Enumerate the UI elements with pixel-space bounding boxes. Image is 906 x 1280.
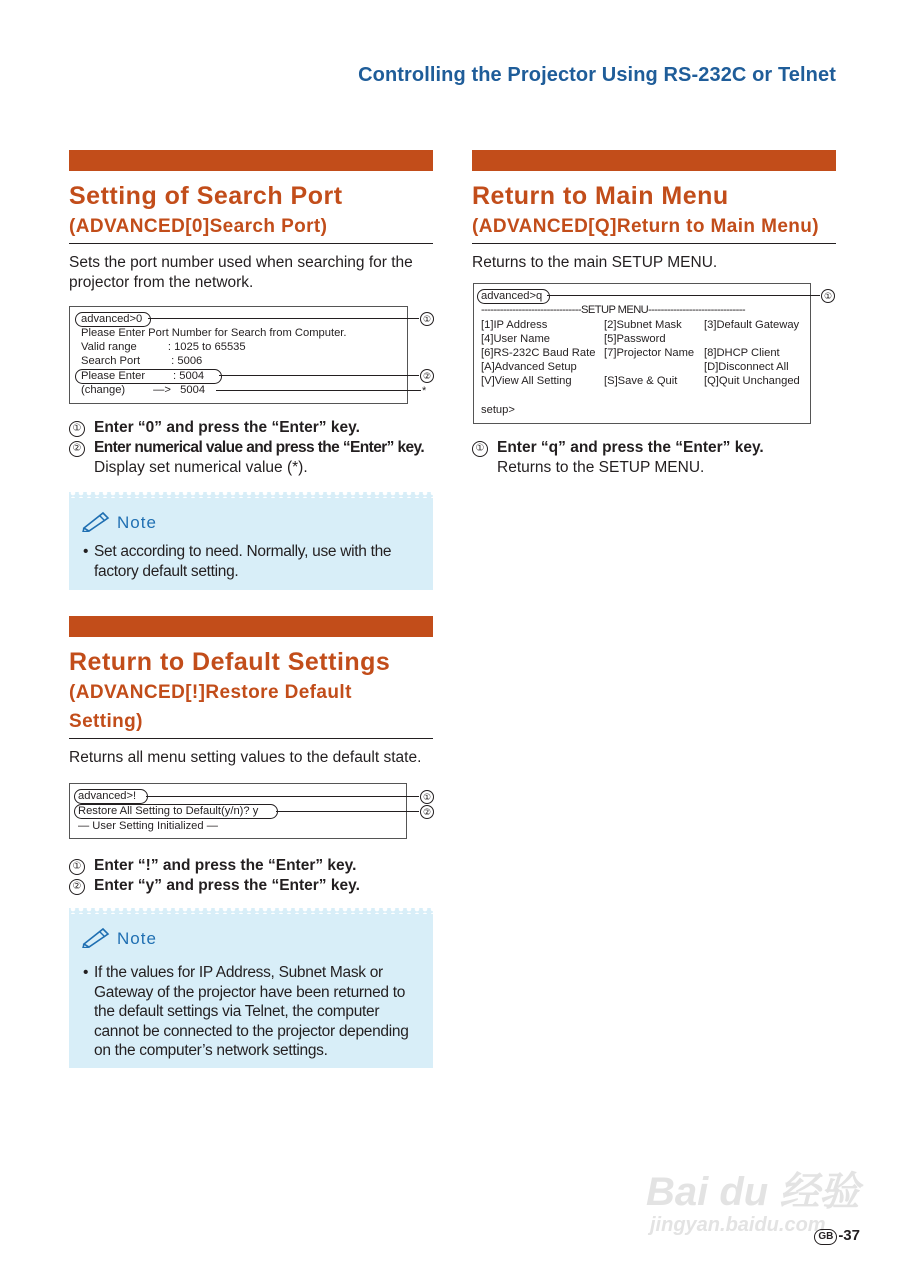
section-subtitle: Setting) bbox=[69, 711, 143, 732]
note-bullet bbox=[83, 963, 423, 1061]
terminal-line: advanced>! bbox=[78, 790, 137, 802]
page-header-title: Controlling the Projector Using RS-232C or Telnet bbox=[358, 64, 836, 86]
section-bar bbox=[69, 150, 433, 171]
step-text: Enter “0” and press the “Enter” key. bbox=[94, 419, 360, 436]
bullet-dot: • bbox=[83, 543, 89, 560]
menu-item: [S]Save & Quit bbox=[604, 375, 678, 387]
note-label: Note bbox=[117, 513, 157, 532]
step-text: Enter “y” and press the “Enter” key. bbox=[94, 877, 360, 894]
step-item bbox=[472, 438, 764, 476]
watermark-logo: Bai du 经验 bbox=[646, 1170, 860, 1214]
section-rule bbox=[472, 243, 836, 244]
callout-line bbox=[148, 318, 419, 319]
callout-marker: ② bbox=[420, 805, 434, 819]
note-text: Set according to need. Normally, use with the factory default setting. bbox=[94, 543, 392, 580]
terminal-line: Valid range : 1025 to 65535 bbox=[81, 341, 246, 353]
menu-item: [1]IP Address bbox=[481, 319, 548, 331]
step-text: Enter numerical value and press the “Enter” key. bbox=[94, 439, 425, 456]
section-bar bbox=[472, 150, 836, 171]
pencil-icon bbox=[81, 926, 115, 948]
terminal-line: advanced>0 bbox=[81, 313, 143, 325]
terminal-line: Search Port : 5006 bbox=[81, 355, 203, 367]
menu-item: [2]Subnet Mask bbox=[604, 319, 682, 331]
page-number bbox=[814, 1227, 860, 1245]
section-title: Setting of Search Port bbox=[69, 182, 343, 210]
note-text: If the values for IP Address, Subnet Mask or Gateway of the projector have been returned to the default settings via Telnet, the computer cannot be connected to the projector depending on the computer’s network settings. bbox=[94, 964, 409, 1059]
terminal-line: Please Enter : 5004 bbox=[81, 370, 205, 382]
callout-marker: ① bbox=[420, 312, 434, 326]
section-title: Return to Main Menu bbox=[472, 182, 729, 210]
menu-item: [5]Password bbox=[604, 333, 666, 345]
step-subtext: Display set numerical value (*). bbox=[94, 459, 308, 476]
note-header bbox=[81, 510, 157, 533]
step-number: ② bbox=[69, 441, 85, 457]
step-number: ① bbox=[472, 441, 488, 457]
watermark-url: jingyan.baidu.com bbox=[650, 1214, 826, 1236]
terminal-line: — User Setting Initialized — bbox=[78, 820, 218, 832]
step-text: Enter “!” and press the “Enter” key. bbox=[94, 857, 357, 874]
section-description: Returns to the main SETUP MENU. bbox=[472, 254, 718, 271]
step-item bbox=[69, 856, 357, 876]
default-settings-section bbox=[69, 616, 433, 768]
step-number: ① bbox=[69, 421, 85, 437]
note-border bbox=[69, 492, 433, 498]
step-number: ① bbox=[69, 859, 85, 875]
terminal-line: setup> bbox=[481, 404, 515, 416]
menu-item: [7]Projector Name bbox=[604, 347, 695, 359]
step-text: Enter “q” and press the “Enter” key. bbox=[497, 439, 764, 456]
setup-menu-terminal bbox=[473, 283, 811, 424]
note-header bbox=[81, 926, 157, 949]
region-badge: GB bbox=[814, 1229, 837, 1245]
callout-line bbox=[276, 811, 419, 812]
section-description: Sets the port number used when searching for the projector from the network. bbox=[69, 254, 413, 291]
section-description: Returns all menu setting values to the default state. bbox=[69, 749, 422, 766]
menu-item: [D]Disconnect All bbox=[704, 361, 789, 373]
main-menu-section bbox=[472, 150, 836, 273]
pencil-icon bbox=[81, 510, 115, 532]
note-box bbox=[69, 492, 433, 590]
asterisk-marker: * bbox=[422, 385, 427, 397]
section-bar bbox=[69, 616, 433, 637]
callout-marker: ① bbox=[821, 289, 835, 303]
callout-line bbox=[219, 375, 419, 376]
terminal-line: advanced>q bbox=[481, 290, 543, 302]
terminal-line: Please Enter Port Number for Search from Computer. bbox=[81, 327, 347, 339]
section-title: Return to Default Settings bbox=[69, 648, 391, 676]
menu-item: [4]User Name bbox=[481, 333, 551, 345]
search-port-section bbox=[69, 150, 433, 293]
terminal-line: Restore All Setting to Default(y/n)? y bbox=[78, 805, 259, 817]
menu-item: [6]RS-232C Baud Rate bbox=[481, 347, 596, 359]
section-rule bbox=[69, 738, 433, 739]
menu-item: [3]Default Gateway bbox=[704, 319, 800, 331]
note-box bbox=[69, 908, 433, 1068]
callout-marker: ② bbox=[420, 369, 434, 383]
step-number: ② bbox=[69, 879, 85, 895]
callout-line bbox=[216, 390, 421, 391]
note-label: Note bbox=[117, 929, 157, 948]
step-item bbox=[69, 876, 360, 896]
callout-marker: ① bbox=[420, 790, 434, 804]
section-subtitle: (ADVANCED[!]Restore Default bbox=[69, 682, 352, 703]
menu-item: [Q]Quit Unchanged bbox=[704, 375, 800, 387]
menu-item: [8]DHCP Client bbox=[704, 347, 780, 359]
section-subtitle: (ADVANCED[Q]Return to Main Menu) bbox=[472, 216, 820, 237]
menu-item: [A]Advanced Setup bbox=[481, 361, 577, 373]
step-item bbox=[69, 418, 360, 438]
terminal-line: (change) —> 5004 bbox=[81, 384, 206, 396]
bullet-dot: • bbox=[83, 964, 89, 981]
section-subtitle: (ADVANCED[0]Search Port) bbox=[69, 216, 328, 237]
menu-item: [V]View All Setting bbox=[481, 375, 572, 387]
page-number-text: -37 bbox=[838, 1227, 860, 1244]
step-subtext: Returns to the SETUP MENU. bbox=[497, 459, 705, 476]
step-item bbox=[69, 438, 425, 476]
menu-rule: --------------------------------SETUP MENU------------------------------- bbox=[481, 304, 746, 316]
note-border bbox=[69, 908, 433, 914]
callout-line bbox=[547, 295, 820, 296]
section-rule bbox=[69, 243, 433, 244]
callout-line bbox=[146, 796, 419, 797]
note-bullet bbox=[83, 542, 423, 581]
